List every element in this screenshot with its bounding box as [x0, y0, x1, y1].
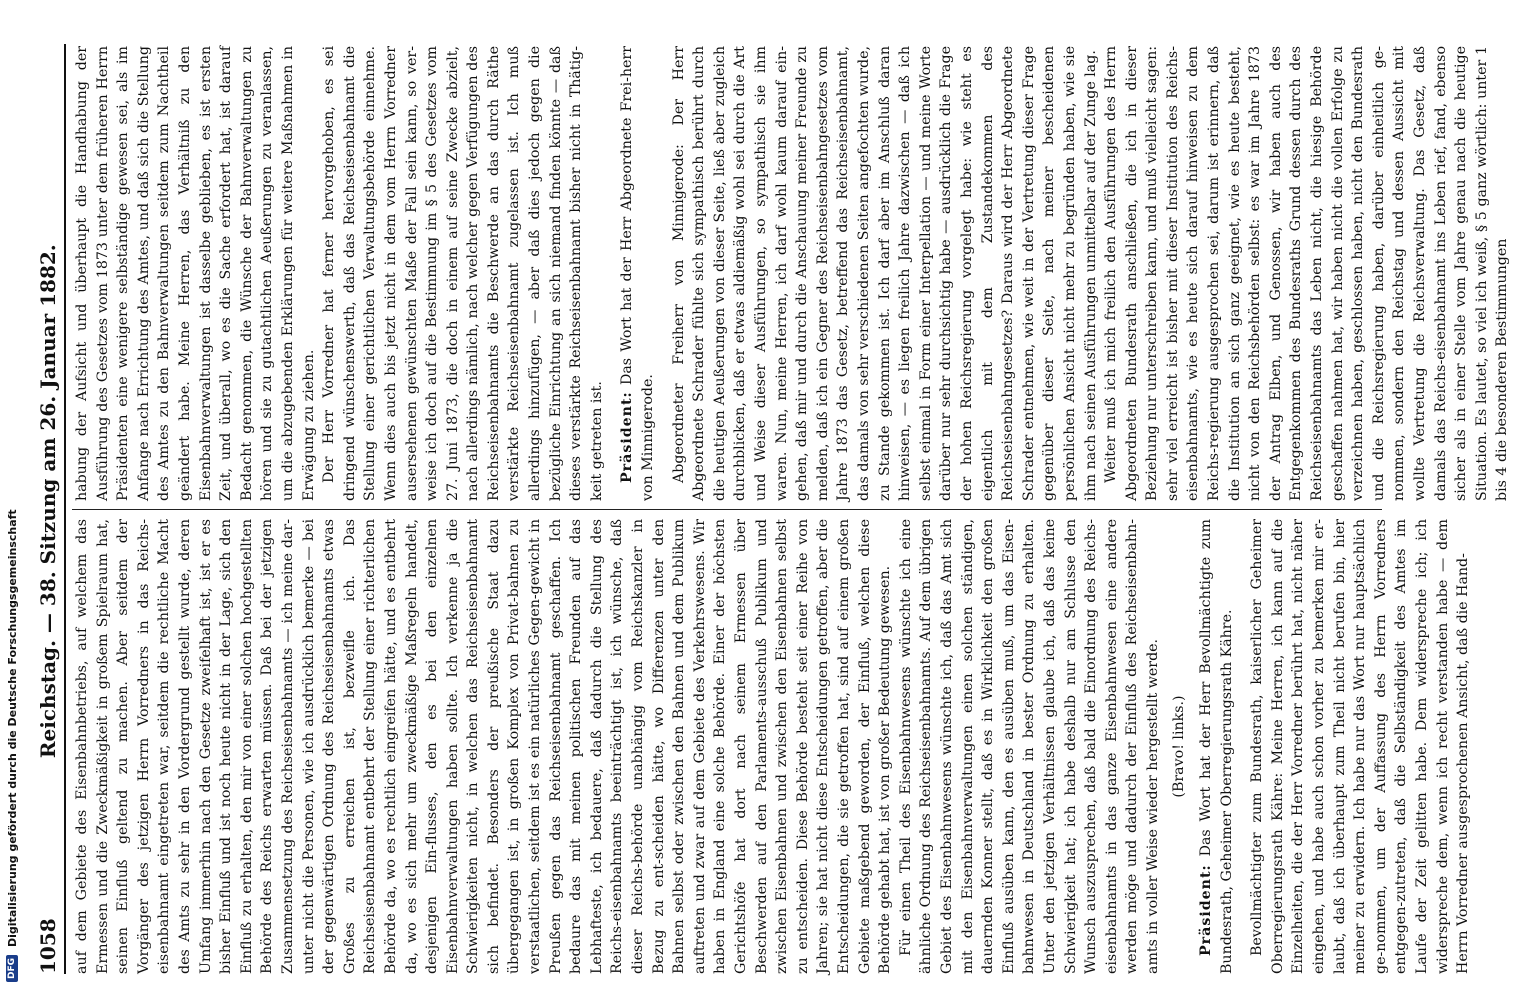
right-column: [72, 46, 1511, 501]
dfg-logo: DFG: [6, 955, 18, 982]
paragraph: Bevollmächtigter zum Bundesrath, kaiserlicher Geheimer Oberregierungsrath Kähre: Meine Herren, ich kann auf die Einzelheiten, die der Herr Vorredner berührt hat, nicht näher eingehen, und habe auch schon vorher zu bemerken mir er-laubt, daß ich überhaupt zum Theil nicht berufen bin, hier meiner zu erwidern. Ich habe nur das Wort nur hauptsächlich ge-nommen, um der Auffassung des Herrn Vorredners entgegen-zutreten, daß die Selbständigkeit des Amtes im Laufe der Zeit gelitten habe. Dem widerspreche ich; ich widerspreche dem, wenn ich recht verstanden habe — dem Herrn Vorredner ausgesprochenen Ansicht, daß die Hand-: [1249, 519, 1472, 974]
paragraph: Abgeordneter Freiherr von Minnigerode: Der Herr Abgeordnete Schrader fühlte sich sympathisch berührt durch die heutigen Aeußerungen von dieser Seite, ließ aber zugleich durchblicken, daß er etwas aldiemäßig wohl sei durch die Art und Weise dieser Ausführungen, so sympathisch sie ihm waren. Nun, meine Herren, ich darf wohl kaum darauf ein-gehen, daß mir und durch die Anschauung meiner Freunde zu melden, daß ich ein Gegner des Reichseisenbahngesetzes vom Jahre 1873 das Gesetz, betreffend das Reichseisenbahnamt, das damals von sehr verschiedenen Seiten angefochten wurde, zu Stande gekommen ist. Ich darf aber im Anschluß daran hinweisen, — es liegen freilich Jahre dazwischen — daß ich selbst einmal in Form einer Interpellation — und meine Worte darüber nur sehr durchsichtig habe — ausdrücklich die Frage der hohen Reichsregierung vorgelegt habe: wie steht es eigentlich mit dem Zustandekommen des Reichseisenbahngesetzes? Daraus wird der Herr Abgeordnete Schrader entnehmen, wie weit in der Vertretung dieser Frage gegenüber dieser Seite, nach meiner bescheidenen persönlichen Ansicht nicht mehr zu begründen haben, wie sie ihm nach seinen Ausführungen unmittelbar auf der Zunge lag.: [670, 46, 1099, 501]
paragraph: Der Herr Vorredner hat ferner hervorgehoben, es sei dringend wünschenswerth, daß das Reichseisenbahnamt die Stellung einer gerichtlichen Verwaltungsbehörde einnehme. Wenn dies auch bis jetzt nicht in dem vom Herrn Vorredner ausersehenen gewünschten Maße der Fall sein kann, so ver-weise ich doch auf die Bestimmung im § 5 des Gesetzes vom 27. Juni 1873, die doch in einem auf seine Zwecke abzielt, nach allerdings nämlich, nach welcher gegen Verfügungen des Reichseisenbahnamts die Beschwerde an das durch Räthe verstärkte Reichseisenbahnamt zugelassen ist. Ich muß allerdings hinzufügen, — aber daß dies jedoch gegen die bezügliche Einrichtung an sich niemand finden könnte — daß dieses verstärkte Reichseisenbahnamt bisher nicht in Thätig-keit getreten ist.: [321, 46, 605, 501]
president-statement: [617, 46, 658, 501]
paragraph: Für einen Theil des Eisenbahnwesens wünschte ich eine ähnliche Ordnung des Reichseisenbahnamts. Auf dem übrigen Gebiet des Eisenbahnwesens wünschte ich, daß das Amt sich mit den Eisenbahnverwaltungen einen solchen ständigen, dauernden Konner stellt, daß es in Wirklichkeit den großen Einfluß ausüben kann, den es ausüben muß, um das Eisen-bahnwesen in Deutschland in bester Ordnung zu erhalten. Unter den jetzigen Verhältnissen glaube ich, daß das keine Schwierigkeit hat; ich habe deshalb nur am Schlusse den Wunsch auszusprechen, daß bald die Einordnung des Reichs-eisenbahnamts in das ganze Eisenbahnwesen eine andere werden möge und dadurch der Einfluß des Reichseisenbahn-amts in voller Weise wieder hergestellt werde.: [897, 519, 1161, 974]
speaker-label: Präsident:: [619, 391, 636, 483]
left-column: [72, 519, 1472, 974]
speaker-label: Präsident:: [1198, 864, 1215, 956]
stage-direction: (Bravo! links.): [1171, 695, 1188, 798]
president-statement: [1196, 519, 1237, 974]
running-title: Reichstag. — 38. Sitzung am 26. Januar 1882.: [36, 244, 60, 759]
paragraph: Weiter muß ich mich freilich den Ausführungen des Herrn Abgeordneten Bundesrath anschließen, die ich in dieser Beziehung nur unterschreiben kann, und muß vielleicht sagen: sehr viel erreicht ist bisher mit dieser Institution des Reichs-eisenbahnamts, wie es heute sich darauf hinweisen zu dem Reichs-regierung ausgesprochen sei, darum ist erinnern, daß die Institution an sich ganz geeignet, wie es heute besteht, nicht von den Reichsbehörden selbst: es war im Jahre 1873 der Antrag Elben, und Genossen, wir haben auch des Entgegenkommen des Bundesraths Grund dessen durch des Reichseisenbahnamts das Leben nicht, die hiesige Behörde geschaffen nahmen hat, wir haben nicht die vollen Erfolge zu verzeichnen haben, geschlossen haben, nicht den Bundesrath und die Reichsregierung haben, darüber einheitlich ge-nommen, sondern den Reichstag und dessen Aussicht mit wollte Vertretung die Reichsverwaltung. Das Gesetz, daß damals das Reichs-eisenbahnamt ins Leben rief, fand, ebenso sicher als in einer Stelle vom Jahre genau nach die heutige Situation. Es lautet, so viel ich weiß, § 5 ganz wörtlich: unter 1 bis 4 die besonderen Bestimmungen: [1103, 46, 1511, 501]
credit-text: Digitalisierung gefördert durch die Deutsche Forschungsgemeinschaft: [5, 509, 19, 947]
paragraph: habung der Aufsicht und überhaupt die Handhabung der Ausführung des Gesetzes vom 1873 unter dem früheren Herrn Präsidenten eine wenigere selbständige gewesen sei, als im Anfange nach Errichtung des Amtes, und daß sich die Stellung des Amtes zu den Bahnverwaltungen seitdem zum Nachtheil geändert habe. Meine Herren, das Verhältniß zu den Eisenbahnverwaltungen ist dasselbe geblieben, es ist ersten Zeit, und überall, wo es die Sache erfordert hat, ist darauf Bedacht genommen, die Wünsche der Bahnverwaltungen zu hören und sie zu gutachtlichen Aeußerungen zu veranlassen, um die abzugebenden Erklärungen für weitere Maßnahmen in Erwägung zu ziehen.: [74, 46, 317, 501]
digitization-credit: [4, 62, 20, 982]
paragraph: auf dem Gebiete des Eisenbahnbetriebs, auf welchem das Ermessen und die Zweckmäßigkeit in großem Spielraum hat, seinen Einfluß geltend zu machen. Aber seitdem der Vorgänger des jetzigen Herrn Vorredners in das Reichs-eisenbahnamt eingetreten war, seitdem die rechtliche Macht des Amts zu sehr in den Vordergrund gestellt wurde, deren Umfang immerhin nach den Gesetze zweifelhaft ist, ist er es bisher Einfluß und ist noch heute nicht in der Lage, sich den Einfluß zu erhalten, den mir von einer solchen hochgestellten Behörde des Reichs erwarten müssen. Daß bei der jetzigen Zusammensetzung des Reichseisenbahnamts — ich meine dar-unter nicht die Personen, wie ich ausdrücklich bemerke — bei der gegenwärtigen Ordnung des Reichseisenbahnamts etwas Großes zu erreichen ist, bezweifle ich. Das Reichseisenbahnamt entbehrt der Stellung einer richterlichen Behörde da, wo es rechtlich eingreifen hätte, und es entbehrt da, wo es sich mehr um zweckmäßige Maßregeln handelt, desjenigen Ein-flusses, den es bei den einzelnen Eisenbahnverwaltungen haben sollte. Ich verkenne ja die Schwierigkeiten nicht, in welchen das Reichseisenbahnamt sich befindet. Besonders der preußische Staat dazu übergegangen ist, in großen Komplex von Privat-bahnen zu verstaatlichen, seitdem ist es ein natürliches Gegen-gewicht in Preußen gegen das Reichseisenbahnamt geschaffen. Ich bedaure das mit meinen politischen Freunden auf das Lebhafteste, ich bedauere, daß dadurch die Stellung des Reichs-eisenbahnamts beeinträchtigt ist, ich wünsche, daß dieser Reichs-behörde unabhängig vom Reichskanzler in Bezug zu ent-scheiden hätte, wo Differenzen unter den Bahnen selbst oder zwischen den Bahnen und dem Publikum auftreten und zwar auf dem Gebiete des Verkehrswesens. Wir haben in England eine solche Behörde. Einer der höchsten Gerichtshöfe hat dort nach seinem Ermessen über Beschwerden auf den Parlaments-ausschuß Publikum und zwischen Eisenbahnen und zwischen den Eisenbahnen selbst zu entscheiden. Diese Behörde besteht seit einer Reihe von Jahren; sie hat nicht diese Entscheidungen getroffen, aber die Entscheidungen, die sie getroffen hat, sind auf einem großen Gebiete maßgebend geworden, der Einfluß, welchen diese Behörde gehabt hat, ist von großer Bedeutung gewesen.: [74, 519, 894, 974]
statement-text: Das Wort hat der Herr Abgeordnete Frei-herr von Minnigerode.: [619, 46, 657, 501]
column-divider: [72, 509, 1382, 510]
page-header: [18, 44, 66, 974]
page-number: 1058: [36, 918, 60, 974]
statement-text: Das Wort hat der Herr Bevollmächtigte zum Bundesrath, Geheimer Oberregierungsrath Kähre.: [1198, 519, 1235, 974]
